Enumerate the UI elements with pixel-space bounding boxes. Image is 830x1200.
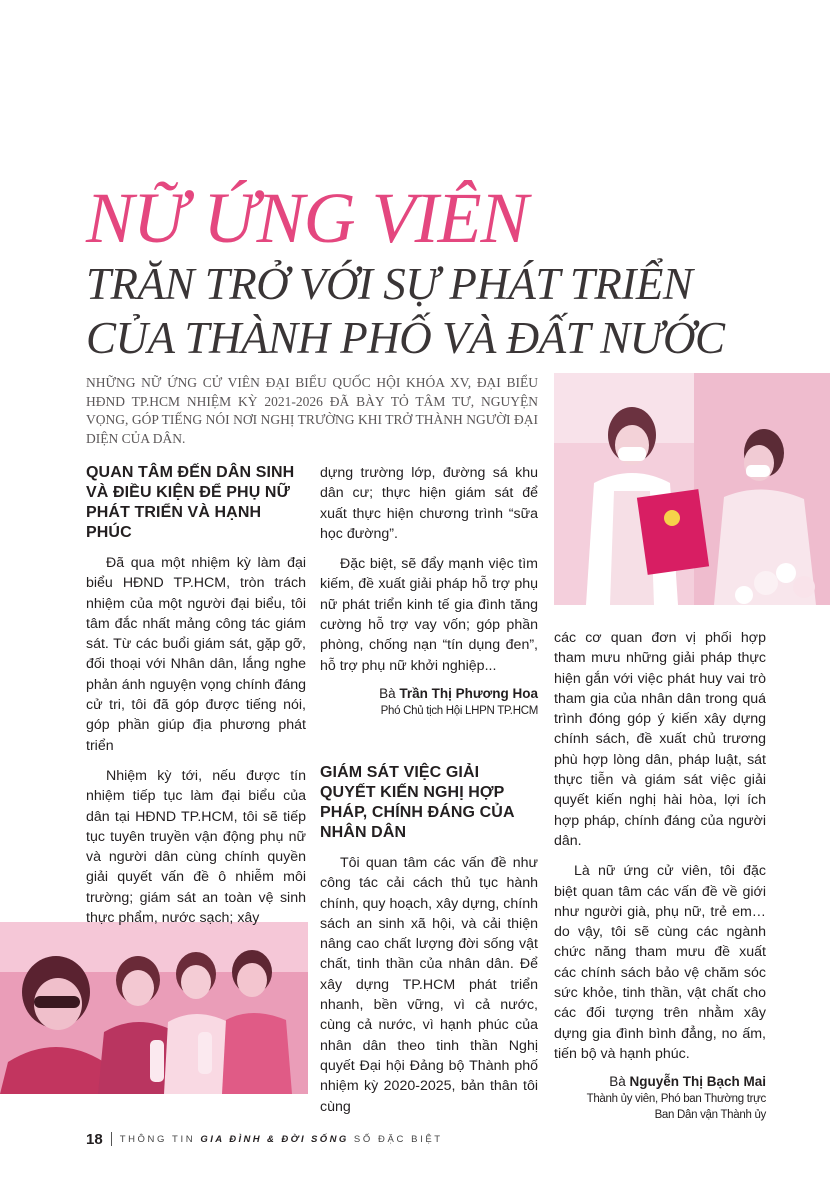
- photo-women-group: [0, 922, 308, 1094]
- page-subtitle-line-2: CỦA THÀNH PHỐ VÀ ĐẤT NƯỚC: [86, 313, 725, 363]
- page-title: NỮ ỨNG VIÊN: [86, 178, 528, 258]
- photo-award-ceremony-image: [554, 373, 830, 605]
- party-emblem-icon: [664, 510, 680, 526]
- section-1-heading: QUAN TÂM ĐẾN DÂN SINH VÀ ĐIỀU KIỆN ĐỂ PHỤ NỮ PHÁT TRIỂN VÀ HẠNH PHÚC: [86, 464, 295, 541]
- section-1-paragraph-1: Đã qua một nhiệm kỳ làm đại biểu HĐND TP.HCM, tròn trách nhiệm của một người đại biểu, tôi tâm đắc nhất mảng công tác giám sát. Từ các buổi giám sát, gặp gỡ, đối thoại với Nhân dân, lắng nghe phản ánh nguyện vọng chính đáng cử tri, tôi đã góp được tiếng nói, góp phần giúp địa phương phát triển: [86, 555, 306, 754]
- section-2-signer-name: Nguyễn Thị Bạch Mai: [629, 1074, 766, 1090]
- section-1-signature: [320, 684, 538, 703]
- photo-women-group-image: [0, 922, 308, 1094]
- section-2-signer-role-1: Thành ủy viên, Phó ban Thường trực: [586, 1093, 766, 1106]
- page-number: 18: [86, 1130, 103, 1148]
- article-column-3: [554, 628, 766, 1123]
- section-2-heading: GIÁM SÁT VIỆC GIẢI QUYẾT KIẾN NGHỊ HỢP PHÁP, CHÍNH ĐÁNG CỦA NHÂN DÂN: [320, 763, 515, 841]
- section-1-signer-name: Trần Thị Phương Hoa: [399, 685, 538, 701]
- section-2-signer-role-2: Ban Dân vận Thành ủy: [654, 1109, 766, 1122]
- footer-divider: [111, 1132, 112, 1146]
- section-2-paragraph-1-continued: các cơ quan đơn vị phối hợp tham mưu những giải pháp thực hiện gắn với việc phát huy vai trò tham gia của nhân dân trong quá trình đóng góp ý kiến xây dựng chính sách, đề xuất chủ trương phù hợp lòng dân, pháp luật, sát thực tiễn và giám sát việc giải quyết kiến nghị hài hòa, lợi ích hợp pháp, chính đáng của người dân.: [554, 630, 766, 849]
- publication-name: [120, 1134, 443, 1145]
- publication-name-main: GIA ĐÌNH & ĐỜI SỐNG: [200, 1133, 349, 1145]
- publication-issue: SỐ ĐẶC BIỆT: [353, 1133, 443, 1145]
- article-column-2: [320, 463, 538, 1127]
- section-2-signature: [554, 1072, 766, 1091]
- section-2-paragraph-2: Là nữ ứng cử viên, tôi đặc biệt quan tâm các vấn đề về giới như người già, phụ nữ, trẻ em… do vậy, tôi sẽ cùng các ngành chức năng tham mưu đề xuất các chính sách bảo vệ chăm sóc sức khỏe, tinh thần, vật chất cho các đối tượng trên nhằm xây dựng gia đình bình đẳng, no ấm, tiến bộ và hạnh phúc.: [554, 863, 766, 1062]
- section-1-paragraph-3: Đặc biệt, sẽ đẩy mạnh việc tìm kiếm, đề xuất giải pháp hỗ trợ phụ nữ phát triển kinh tế gia đình tăng cường hỗ trợ vay vốn; góp phần phòng, chống nạn “tín dụng đen”, hỗ trợ phụ nữ khởi nghiệp...: [320, 556, 538, 674]
- page-subtitle-line-1: TRĂN TRỞ VỚI SỰ PHÁT TRIỂN: [86, 259, 693, 309]
- photo-award-ceremony: [554, 373, 830, 605]
- section-1-signer-prefix: Bà: [379, 685, 396, 701]
- section-2-signer-prefix: Bà: [609, 1074, 626, 1090]
- article-lead: NHỮNG NỮ ỨNG CỬ VIÊN ĐẠI BIỂU QUỐC HỘI KHÓA XV, ĐẠI BIỂU HĐND TP.HCM NHIỆM KỲ 2021-2026 ĐÃ BÀY TỎ TÂM TƯ, NGUYỆN VỌNG, GÓP TIẾNG NÓI NƠI NGHỊ TRƯỜNG KHI TRỞ THÀNH NGƯỜI ĐẠI DIỆN CỦA DÂN.: [86, 375, 538, 446]
- section-1-signer-role: Phó Chủ tịch Hội LHPN TP.HCM: [380, 704, 538, 717]
- page-footer: [86, 1130, 443, 1148]
- publication-name-prefix: THÔNG TIN: [119, 1133, 196, 1145]
- section-1-paragraph-2-continued: dựng trường lớp, đường sá khu dân cư; thực hiện giám sát để xuất thực hiện chương trình “sữa học đường”.: [320, 465, 538, 542]
- section-2-paragraph-1: Tôi quan tâm các vấn đề như công tác cải cách thủ tục hành chính, quy hoạch, xây dựng, chính sách an sinh xã hội, và cải thiện nâng cao chất lượng đời sống vật chất, tinh thần của nhân dân. Để xây dựng TP.HCM phát triển nhanh, bền vững, vì cả nước, cùng cả nước, vì hạnh phúc của nhân dân theo tinh thần Nghị quyết Đại hội Đảng bộ Thành phố nhiệm kỳ 2020-2025, bản thân tôi cùng: [320, 854, 538, 1115]
- section-1-paragraph-2: Nhiệm kỳ tới, nếu được tín nhiệm tiếp tục làm đại biểu của dân tại HĐND TP.HCM, tôi sẽ tiếp tục tuyên truyền vận động phụ nữ và người dân cùng chính quyền giải quyết vấn đề ô nhiễm môi trường; giám sát an toàn vệ sinh thực phẩm, nước sạch; xây: [86, 767, 306, 927]
- article-column-1: [86, 463, 306, 938]
